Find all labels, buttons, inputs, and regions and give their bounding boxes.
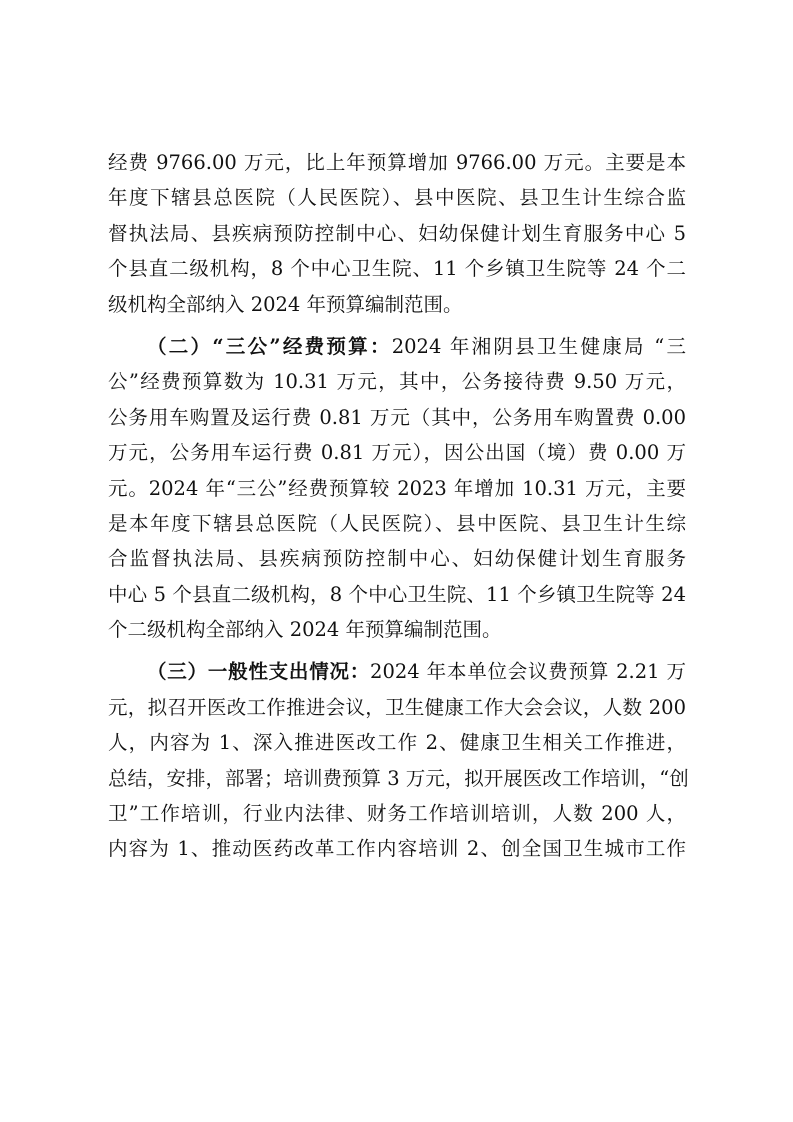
section-heading: （二）“三公”经费预算：: [147, 334, 392, 358]
text-line: 是本年度下辖县总医院（人民医院）、县中医院、县卫生计生综: [108, 511, 686, 535]
text-line: 元，拟召开医改工作推进会议，卫生健康工作大会会议，人数 200: [108, 695, 686, 719]
text-line: 合监督执法局、县疾病预防控制中心、妇幼保健计划生育服务: [108, 547, 686, 571]
text-line: [108, 654, 686, 689]
text-line: 中心 5 个县直二级机构，8 个中心卫生院、11 个乡镇卫生院等 24: [108, 582, 686, 606]
text-line: 元。2024 年“三公”经费预算较 2023 年增加 10.31 万元，主要: [108, 476, 686, 500]
section-heading: （三）一般性支出情况：: [147, 660, 371, 684]
text-line: 内容为 1、推动医药改革工作内容培训 2、创全国卫生城市工作: [108, 837, 686, 861]
paragraph-general-expenditure: [108, 654, 689, 866]
text-line: 公”经费预算数为 10.31 万元，其中，公务接待费 9.50 万元，: [108, 370, 686, 394]
text-run: 2024 年本单位会议费预算 2.21 万: [370, 660, 686, 684]
text-run: 2024 年湘阴县卫生健康局 “三: [391, 334, 686, 358]
text-line: 卫”工作培训，行业内法律、财务工作培训培训，人数 200 人，: [108, 802, 686, 826]
text-line: 人，内容为 1、深入推进医改工作 2、健康卫生相关工作推进，: [108, 731, 686, 755]
text-line: 个县直二级机构，8 个中心卫生院、11 个乡镇卫生院等 24 个二: [108, 257, 686, 281]
text-line: 个二级机构全部纳入 2024 年预算编制范围。: [108, 618, 502, 642]
text-line: 公务用车购置及运行费 0.81 万元（其中，公务用车购置费 0.00: [108, 405, 686, 429]
paragraph-budget-scope: [108, 145, 686, 322]
text-line: 经费 9766.00 万元，比上年预算增加 9766.00 万元。主要是本: [108, 151, 686, 174]
text-line: 万元，公务用车运行费 0.81 万元），因公出国（境）费 0.00 万: [108, 441, 686, 465]
text-line: 年度下辖县总医院（人民医院）、县中医院、县卫生计生综合监: [108, 186, 686, 210]
paragraph-three-public-expenses: [108, 329, 686, 648]
text-line: 督执法局、县疾病预防控制中心、妇幼保健计划生育服务中心 5: [108, 221, 686, 245]
text-line: 总结，安排，部署；培训费预算 3 万元，拟开展医改工作培训，“创: [108, 766, 689, 790]
text-line: 级机构全部纳入 2024 年预算编制范围。: [108, 292, 463, 316]
text-line: [108, 329, 686, 364]
document-body: [108, 145, 689, 867]
